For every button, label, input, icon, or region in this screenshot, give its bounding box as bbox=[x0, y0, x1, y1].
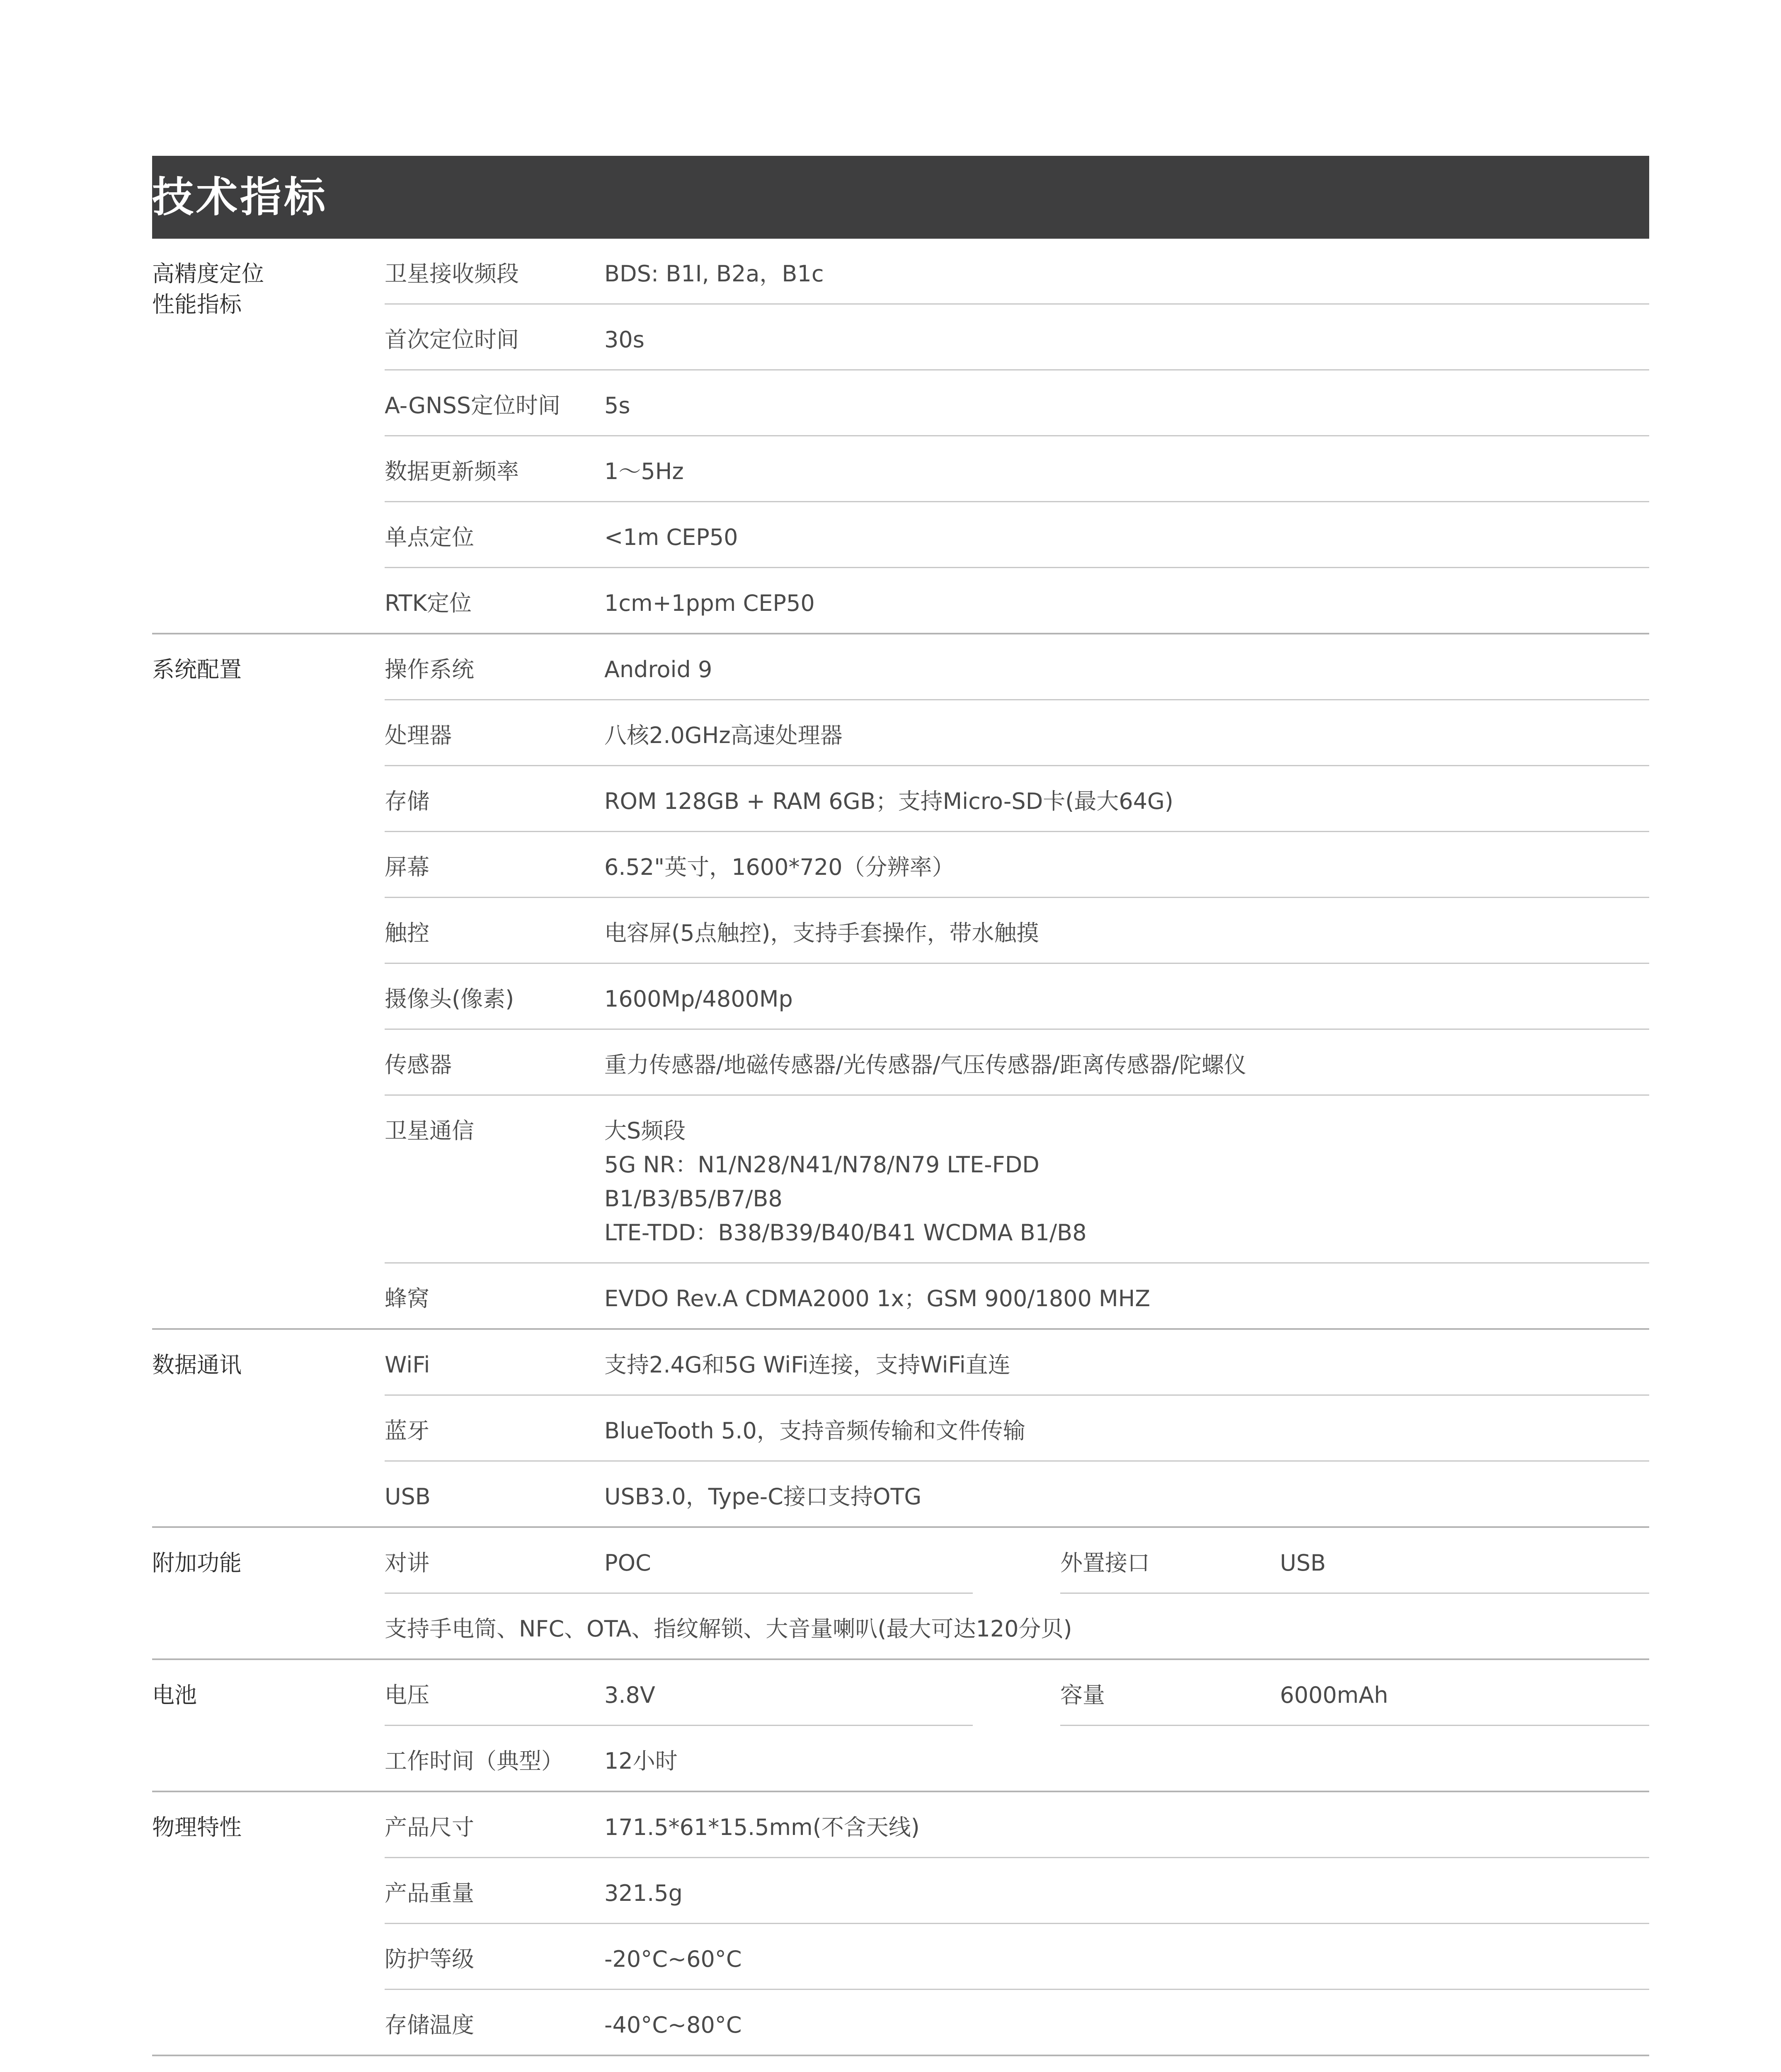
group-label: 物理特性 bbox=[152, 1814, 242, 1840]
spec-key: A-GNSS定位时间 bbox=[385, 392, 561, 419]
spec-row bbox=[385, 832, 1649, 898]
spec-group bbox=[152, 239, 1649, 634]
spec-row bbox=[385, 1264, 1649, 1328]
spec-row-split bbox=[385, 1528, 1649, 1594]
spec-value-line: LTE-TDD：B38/B39/B40/B41 WCDMA B1/B8 bbox=[604, 1220, 1087, 1246]
spec-row bbox=[385, 1594, 1649, 1658]
spec-group bbox=[152, 1330, 1649, 1528]
spec-value: POC bbox=[604, 1550, 651, 1576]
spec-value-line: 电容屏(5点触控)，支持手套操作，带水触摸 bbox=[604, 920, 1039, 946]
spec-key: WiFi bbox=[385, 1352, 430, 1378]
spec-row bbox=[385, 700, 1649, 766]
spec-value bbox=[604, 1462, 1649, 1526]
spec-row bbox=[385, 1462, 1649, 1526]
spec-row bbox=[385, 1396, 1649, 1462]
spec-value bbox=[604, 634, 1649, 699]
spec-value bbox=[604, 766, 1649, 831]
group-label-line: 高精度定位 bbox=[152, 261, 264, 287]
spec-table bbox=[152, 239, 1649, 2056]
spec-value-line: 5G NR：N1/N28/N41/N78/N79 LTE-FDD bbox=[604, 1152, 1040, 1178]
spec-value-line: 30s bbox=[604, 327, 645, 353]
spec-row bbox=[385, 1792, 1649, 1858]
spec-key: 蜂窝 bbox=[385, 1285, 429, 1312]
spec-value-line: <1m CEP50 bbox=[604, 524, 738, 550]
spec-key: 蓝牙 bbox=[385, 1418, 429, 1444]
section-title: 技术指标 bbox=[152, 173, 328, 221]
spec-value-line: ROM 128GB + RAM 6GB；支持Micro-SD卡(最大64G) bbox=[604, 788, 1173, 814]
spec-group-battery bbox=[152, 1660, 1649, 1792]
spec-key: 触控 bbox=[385, 920, 429, 946]
spec-row bbox=[385, 898, 1649, 964]
spec-row bbox=[385, 964, 1649, 1030]
spec-value: 171.5*61*15.5mm(不含天线) bbox=[604, 1814, 920, 1840]
spec-value-line: 1cm+1ppm CEP50 bbox=[604, 590, 815, 616]
spec-group-extra bbox=[152, 1528, 1649, 1660]
spec-value bbox=[604, 1264, 1649, 1328]
spec-key: 对讲 bbox=[385, 1550, 429, 1576]
group-label-line: 系统配置 bbox=[152, 656, 242, 683]
spec-key: 产品尺寸 bbox=[385, 1814, 474, 1840]
spec-value bbox=[604, 1096, 1649, 1262]
spec-group bbox=[152, 634, 1649, 1330]
spec-value-line: 6.52"英寸，1600*720（分辨率） bbox=[604, 854, 955, 880]
spec-value: 支持手电筒、NFC、OTA、指纹解锁、大音量喇叭(最大可达120分贝) bbox=[385, 1616, 1072, 1642]
spec-row bbox=[385, 1030, 1649, 1096]
spec-row bbox=[385, 370, 1649, 436]
spec-value bbox=[604, 964, 1649, 1029]
spec-key: 卫星接收频段 bbox=[385, 261, 519, 287]
spec-key: 存储温度 bbox=[385, 2012, 474, 2038]
spec-key: 操作系统 bbox=[385, 656, 474, 683]
group-label-line: 性能指标 bbox=[152, 291, 242, 317]
group-label: 附加功能 bbox=[152, 1550, 242, 1576]
spec-value bbox=[604, 239, 1649, 303]
section-header-bar bbox=[152, 156, 1649, 239]
spec-value: 12小时 bbox=[604, 1748, 678, 1774]
group-label: 电池 bbox=[152, 1682, 197, 1708]
spec-value bbox=[604, 1030, 1649, 1094]
spec-value bbox=[604, 436, 1649, 501]
spec-key: 外置接口 bbox=[1060, 1550, 1150, 1576]
group-label bbox=[152, 1350, 368, 1380]
spec-row bbox=[385, 634, 1649, 700]
spec-key: RTK定位 bbox=[385, 590, 472, 616]
spec-row bbox=[385, 766, 1649, 832]
spec-key: 工作时间（典型） bbox=[385, 1748, 564, 1774]
spec-value-line: 1600Mp/4800Mp bbox=[604, 986, 793, 1012]
spec-key: 存储 bbox=[385, 788, 429, 814]
spec-value: 6000mAh bbox=[1280, 1682, 1388, 1708]
spec-row bbox=[385, 1858, 1649, 1924]
spec-value bbox=[604, 832, 1649, 897]
spec-value-line: 大S频段 bbox=[604, 1118, 686, 1144]
spec-row bbox=[385, 436, 1649, 502]
spec-row bbox=[385, 239, 1649, 305]
group-label bbox=[152, 259, 368, 320]
group-label bbox=[152, 654, 368, 685]
spec-value bbox=[604, 502, 1649, 567]
spec-key: 产品重量 bbox=[385, 1880, 474, 1906]
spec-value-line: EVDO Rev.A CDMA2000 1x；GSM 900/1800 MHZ bbox=[604, 1285, 1151, 1312]
spec-group-physical bbox=[152, 1792, 1649, 2056]
spec-value-line: 5s bbox=[604, 392, 630, 419]
spec-key: 防护等级 bbox=[385, 1946, 474, 1972]
spec-value: 3.8V bbox=[604, 1682, 655, 1708]
spec-key: 处理器 bbox=[385, 722, 452, 748]
spec-key: 屏幕 bbox=[385, 854, 429, 880]
group-label-line: 数据通讯 bbox=[152, 1352, 242, 1378]
spec-key: 摄像头(像素) bbox=[385, 986, 514, 1012]
spec-value-line: BlueTooth 5.0，支持音频传输和文件传输 bbox=[604, 1418, 1025, 1444]
spec-key: USB bbox=[385, 1484, 431, 1510]
spec-row bbox=[385, 1924, 1649, 1990]
spec-value-line: 八核2.0GHz高速处理器 bbox=[604, 722, 843, 748]
spec-key: 传感器 bbox=[385, 1052, 452, 1078]
spec-value bbox=[604, 370, 1649, 435]
spec-value-line: BDS: B1I, B2a，B1c bbox=[604, 261, 824, 287]
spec-value bbox=[604, 305, 1649, 369]
spec-key: 电压 bbox=[385, 1682, 429, 1708]
spec-row-split bbox=[385, 1660, 1649, 1726]
spec-row bbox=[385, 1330, 1649, 1396]
spec-row bbox=[385, 502, 1649, 568]
spec-row bbox=[385, 1096, 1649, 1264]
spec-row bbox=[385, 1726, 1649, 1791]
spec-value bbox=[604, 700, 1649, 765]
spec-value bbox=[604, 1330, 1649, 1394]
spec-key: 容量 bbox=[1060, 1682, 1105, 1708]
spec-value-line: 重力传感器/地磁传感器/光传感器/气压传感器/距离传感器/陀螺仪 bbox=[604, 1052, 1246, 1078]
spec-value-line: USB3.0，Type-C接口支持OTG bbox=[604, 1484, 922, 1510]
spec-value bbox=[604, 898, 1649, 963]
spec-key: 卫星通信 bbox=[385, 1118, 474, 1144]
spec-key: 首次定位时间 bbox=[385, 327, 519, 353]
spec-value bbox=[604, 1396, 1649, 1460]
spec-row bbox=[385, 305, 1649, 370]
spec-key: 数据更新频率 bbox=[385, 458, 519, 484]
spec-value-line: 1～5Hz bbox=[604, 458, 684, 484]
spec-key: 单点定位 bbox=[385, 524, 474, 550]
spec-value: USB bbox=[1280, 1550, 1326, 1576]
spec-row bbox=[385, 1990, 1649, 2055]
spec-value: -20°C~60°C bbox=[604, 1946, 742, 1972]
spec-value-line: Android 9 bbox=[604, 656, 712, 683]
spec-value-line: B1/B3/B5/B7/B8 bbox=[604, 1186, 783, 1212]
spec-value: 321.5g bbox=[604, 1880, 683, 1906]
spec-value-line: 支持2.4G和5G WiFi连接，支持WiFi直连 bbox=[604, 1352, 1010, 1378]
spec-value bbox=[604, 568, 1649, 633]
spec-value: -40°C~80°C bbox=[604, 2012, 742, 2038]
spec-groups bbox=[152, 239, 1649, 1528]
spec-row bbox=[385, 568, 1649, 633]
